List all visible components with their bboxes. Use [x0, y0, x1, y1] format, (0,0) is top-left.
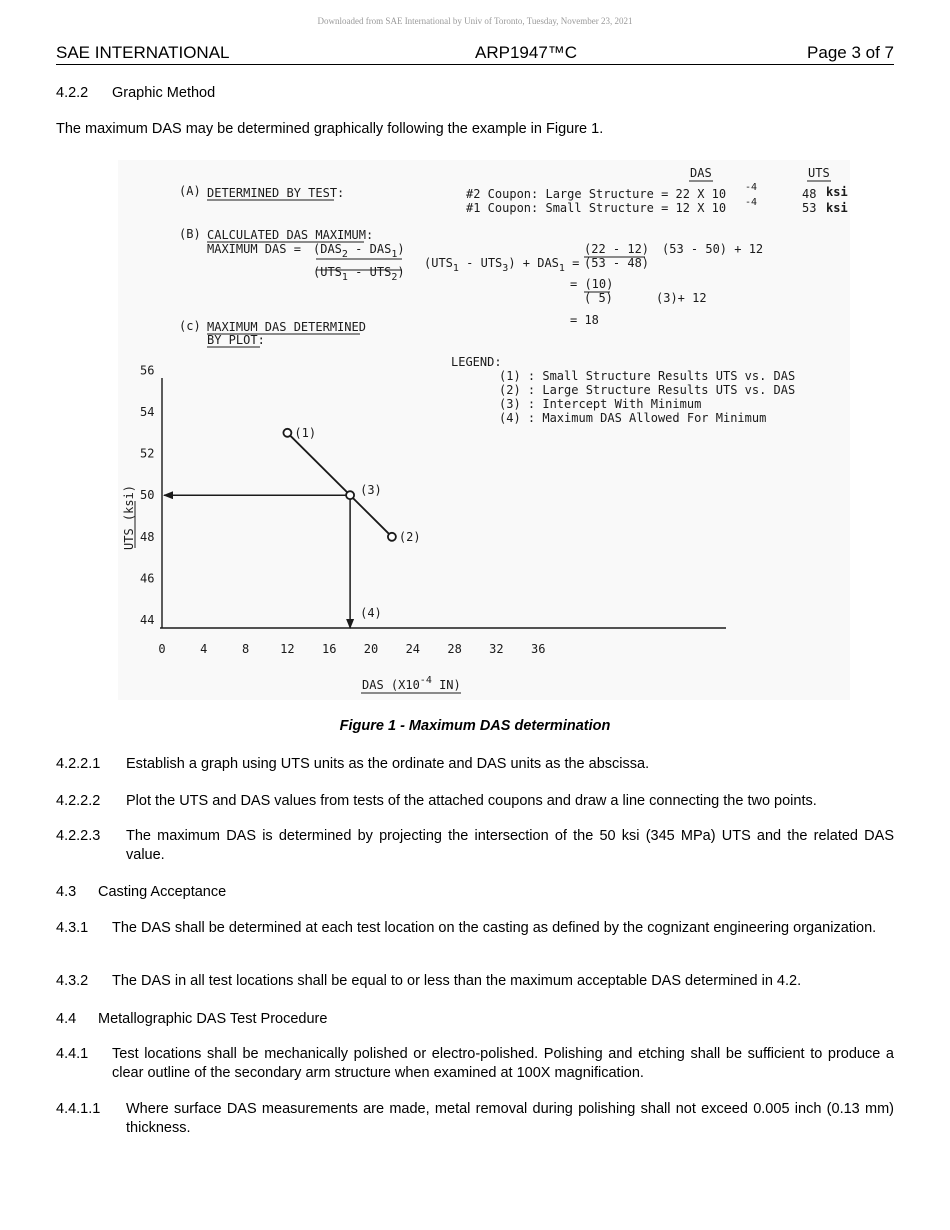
figure-caption: Figure 1 - Maximum DAS determination: [339, 718, 611, 734]
data-point-2: [388, 533, 396, 541]
para-4-3-2: [56, 972, 894, 991]
section-number: 4.4: [56, 1011, 77, 1027]
coupon-1-uts: 53: [802, 201, 817, 215]
figure-drawing: [118, 160, 850, 700]
y-tick-label: 52: [140, 446, 155, 461]
para-number: 4.2.2.2: [56, 793, 101, 809]
para-text: Plot the UTS and DAS values from tests of the attached coupons and draw a line connecting the two points.: [126, 793, 817, 809]
item-a-text: DETERMINED BY TEST:: [207, 186, 345, 200]
legend-item-3: (3) : Intercept With Minimum: [499, 397, 702, 411]
para-number: 4.4.1: [56, 1046, 89, 1062]
para-4-2-2-2: [56, 792, 894, 811]
header-page-number: Page 3 of 7: [807, 43, 894, 62]
formula-denominator: $(UTS_1 - UTS_2)$: [313, 265, 405, 283]
projection-label: (4): [360, 606, 382, 620]
header-doc-id: ARP1947™C: [475, 43, 578, 62]
data-point-1: [283, 429, 291, 437]
data-point-label: (1): [294, 425, 317, 440]
para-text: Test locations shall be mechanically polished or electro-polished. Polishing and etching shall be sufficient to produce a clear outline of the secondary arm structure when examined at 100X magnification.: [112, 1046, 894, 1081]
coupon-1-row: #1 Coupon: Small Structure = 12 X 10: [466, 201, 727, 215]
coupon-1-unit: ksi: [826, 201, 848, 215]
section-title: Metallographic DAS Test Procedure: [98, 1011, 328, 1027]
para-text: The DAS shall be determined at each test location on the casting as defined by the cognizant engineering organization.: [112, 920, 877, 936]
para-text: The DAS in all test locations shall be equal to or less than the maximum acceptable DAS determined in 4.2.: [112, 973, 802, 989]
coupon-2-exponent: -4: [745, 182, 758, 193]
item-b-label: (B): [179, 227, 201, 241]
item-b-text: CALCULATED DAS MAXIMUM:: [207, 228, 374, 242]
y-tick-label: 46: [140, 571, 155, 586]
section-title: Graphic Method: [112, 85, 216, 101]
section-title: Casting Acceptance: [98, 884, 227, 900]
x-tick-label: 20: [363, 642, 379, 656]
calc-rest: (53 - 50) + 12: [662, 242, 764, 256]
x-tick-label: 4: [200, 642, 208, 656]
x-tick-label: 24: [405, 642, 421, 656]
download-note: Downloaded from SAE International by Univ of Toronto, Tuesday, November 23, 2021: [317, 16, 633, 26]
figure-1: [118, 160, 850, 734]
section-4-2-2-heading: [56, 84, 894, 103]
calc-result: = 18: [570, 313, 599, 327]
para-number: 4.2.2.3: [56, 828, 101, 844]
header-org: SAE INTERNATIONAL: [56, 43, 230, 62]
para-4-2-2-1: [56, 755, 894, 774]
para-number: 4.2.2.1: [56, 756, 101, 772]
col-uts-header: UTS: [808, 166, 830, 180]
formula-middle: $(UTS_1 - UTS_3) + DAS_1$ =: [424, 256, 580, 274]
item-c-label: (c): [179, 319, 201, 333]
x-tick-label: 16: [321, 642, 337, 656]
section-number: 4.2.2: [56, 85, 89, 101]
data-point-label: (2): [398, 529, 421, 544]
legend-item-2: (2) : Large Structure Results UTS vs. DAS: [499, 383, 796, 397]
para-text: Establish a graph using UTS units as the ordinate and DAS units as the abscissa.: [126, 756, 650, 772]
legend-item-4: (4) : Maximum DAS Allowed For Minimum: [499, 411, 767, 425]
calc-step-2-denominator: ( 5): [584, 291, 613, 305]
calc-numerator: (22 - 12): [584, 242, 650, 256]
formula-max-label: MAXIMUM DAS =: [207, 242, 301, 256]
y-tick-label: 56: [140, 363, 155, 378]
para-number: 4.4.1.1: [56, 1101, 101, 1117]
y-tick-label: 44: [140, 613, 155, 627]
legend-title: LEGEND:: [451, 355, 502, 369]
y-tick-label: 48: [140, 529, 155, 544]
calc-step-2-numerator: = (10): [570, 277, 614, 291]
para-4-4-1-1: [56, 1100, 894, 1138]
coupon-1-exponent: -4: [745, 197, 758, 208]
intercept-point: [346, 491, 354, 499]
section-4-3-heading: [56, 883, 894, 902]
y-tick-label: 50: [140, 488, 155, 503]
coupon-2-uts: 48: [802, 187, 817, 201]
formula-numerator: $(DAS_2 - DAS_1)$: [313, 242, 405, 260]
coupon-2-unit: ksi: [826, 185, 848, 199]
intro-paragraph: The maximum DAS may be determined graphically following the example in Figure 1.: [56, 121, 604, 137]
intercept-label: (3): [360, 483, 382, 498]
para-number: 4.3.1: [56, 920, 89, 936]
x-tick-label: 12: [280, 642, 295, 656]
para-4-3-1: [56, 919, 894, 938]
col-das-header: DAS: [690, 166, 712, 180]
x-tick-label: 8: [241, 642, 250, 656]
para-4-2-2-3: [56, 827, 894, 865]
x-tick-label: 0: [158, 642, 166, 656]
para-text: The maximum DAS is determined by projecting the intersection of the 50 ksi (345 MPa) UTS and the related DAS value.: [126, 828, 894, 863]
item-c-text-1: MAXIMUM DAS DETERMINED: [207, 320, 366, 334]
item-c-text-2: BY PLOT:: [207, 333, 265, 347]
x-tick-label: 28: [447, 642, 462, 656]
y-tick-label: 54: [140, 405, 155, 419]
item-a-label: (A): [179, 184, 201, 198]
coupon-2-row: #2 Coupon: Large Structure = 22 X 10: [466, 187, 727, 201]
calc-denominator: (53 - 48): [584, 256, 650, 270]
section-number: 4.3: [56, 884, 77, 900]
legend-item-1: (1) : Small Structure Results UTS vs. DAS: [499, 369, 796, 383]
page-header: [56, 44, 894, 65]
x-axis-title: DAS ($X10^{-4}$ IN): [362, 675, 461, 692]
y-axis-title: UTS (ksi): [122, 484, 136, 550]
section-4-4-heading: [56, 1010, 894, 1029]
x-tick-label: 32: [489, 642, 504, 656]
calc-step-2-rest: (3)+ 12: [656, 291, 707, 305]
x-tick-label: 36: [530, 642, 546, 656]
para-number: 4.3.2: [56, 973, 89, 989]
para-text: Where surface DAS measurements are made, metal removal during polishing shall not exceed 0.005 inch (0.13 mm) thickness.: [126, 1101, 894, 1136]
para-4-4-1: [56, 1045, 894, 1083]
